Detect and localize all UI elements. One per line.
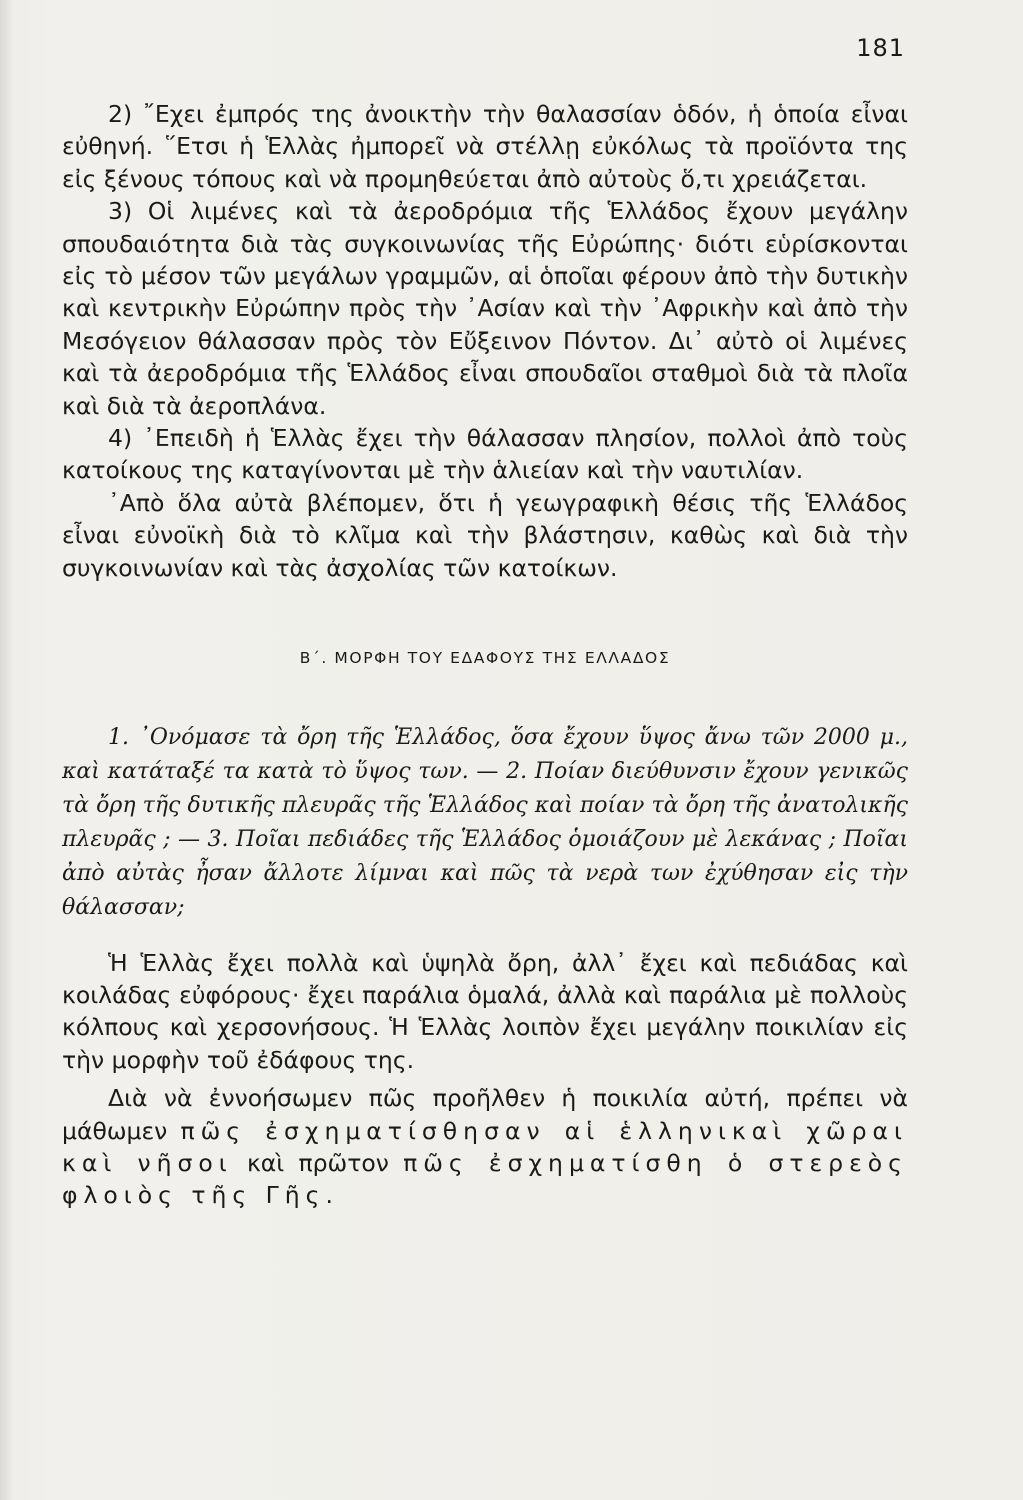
paragraph-3: 3) Οἱ λιμένες καὶ τὰ ἀεροδρόμια τῆς Ἑλλάδος ἔχουν μεγάλην σπουδαιότητα διὰ τὰς συγκοινωνίας τῆς Εὐρώπης· διότι εὑρίσκονται εἰς τὸ μέσον τῶν μεγάλων γραμμῶν, αἱ ὁποῖαι φέρουν ἀπὸ τὴν δυτικὴν καὶ κεντρικὴν Εὐρώπην πρὸς τὴν ᾿Ασίαν καὶ τὴν ᾿Αφρικὴν καὶ ἀπὸ τὴν Μεσόγειον θάλασσαν πρὸς τὸν Εὔξεινον Πόντον. Δι᾿ αὐτὸ οἱ λιμένες καὶ τὰ ἀεροδρόμια τῆς Ἑλλάδος εἶναι σπουδαῖοι σταθμοὶ διὰ τὰ πλοῖα καὶ διὰ τὰ ἀεροπλάνα.: [62, 197, 908, 420]
page-number: 181: [856, 34, 905, 62]
section-heading: Β΄. ΜΟΡΦΗ ΤΟΥ ΕΔΑΦΟΥΣ ΤΗΣ ΕΛΛΑΔΟΣ: [299, 649, 671, 668]
paragraph-variety-lead: Διὰ νὰ ἐννοήσωμεν πῶς προῆλθεν ἡ ποικιλία αὐτή, πρέπει νὰ μάθωμεν: [62, 1084, 908, 1145]
paragraph-2: 2) ῎Εχει ἐμπρός της ἀνοικτὴν τὴν θαλασσίαν ὁδόν, ἡ ὁποία εἶναι εὐθηνή. ῞Ετσι ἡ Ἑλλὰς ἠμπορεῖ νὰ στέλλῃ εὐκόλως τὰ προϊόντα της εἰς ξένους τόπους καὶ νὰ προμηθεύεται ἀπὸ αὐτοὺς ὅ,τι χρειάζεται.: [62, 100, 908, 193]
questions-text: 1. ᾿Ονόμασε τὰ ὄρη τῆς Ἑλλάδος, ὅσα ἔχουν ὕψος ἄνω τῶν 2000 μ., καὶ κατάταξέ τα κατὰ τὸ ὕψος των. — 2. Ποίαν διεύθυνσιν ἔχουν γενικῶς τὰ ὄρη τῆς δυτικῆς πλευρᾶς τῆς Ἑλλάδος καὶ ποίαν τὰ ὄρη τῆς ἀνατολικῆς πλευρᾶς ; — 3. Ποῖαι πεδιάδες τῆς Ἑλλάδος ὁμοιάζουν μὲ λεκάνας ; Ποῖαι ἀπὸ αὐτὰς ἦσαν ἄλλοτε λίμναι καὶ πῶς τὰ νερὰ των ἐχύθησαν εἰς τὴν θάλασσαν;: [62, 724, 908, 920]
emphasized-phrase-2: πῶς ἐσχηματίσθη ὁ στερεὸς φλοιὸς τῆς Γῆς.: [62, 1148, 908, 1210]
page-text: [62, 98, 908, 1212]
questions-block: [62, 721, 908, 925]
paragraph-4: 4) ᾿Επειδὴ ἡ Ἑλλὰς ἔχει τὴν θάλασσαν πλησίον, πολλοὶ ἀπὸ τοὺς κατοίκους της καταγίνονται μὲ τὴν ἁλιείαν καὶ τὴν ναυτιλίαν.: [62, 424, 908, 485]
emphasized-phrase-1: πῶς ἐσχηματίσθησαν αἱ ἑλληνικαὶ χῶραι καὶ νῆσοι: [62, 1116, 908, 1177]
paragraph-conclusion: ᾿Απὸ ὅλα αὐτὰ βλέπομεν, ὅτι ἡ γεωγραφικὴ θέσις τῆς Ἑλλάδος εἶναι εὐνοϊκὴ διὰ τὸ κλῖμα καὶ τὴν βλάστησιν, καθὼς καὶ διὰ τὴν συγκοινωνίαν καὶ τὰς ἀσχολίας τῶν κατοίκων.: [62, 488, 908, 582]
paragraph-variety: [62, 1082, 908, 1212]
paragraph-relief: Ἡ Ἑλλὰς ἔχει πολλὰ καὶ ὑψηλὰ ὄρη, ἀλλ᾿ ἔχει καὶ πεδιάδας καὶ κοιλάδας εὐφόρους· ἔχει παράλια ὁμαλά, ἀλλὰ καὶ παράλια μὲ πολλοὺς κόλπους καὶ χερσονήσους. Ἡ Ἑλλὰς λοιπὸν ἔχει μεγάλην ποικιλίαν εἰς τὴν μορφὴν τοῦ ἐδάφους της.: [62, 948, 908, 1074]
connector-text: καὶ πρῶτον: [246, 1148, 389, 1177]
